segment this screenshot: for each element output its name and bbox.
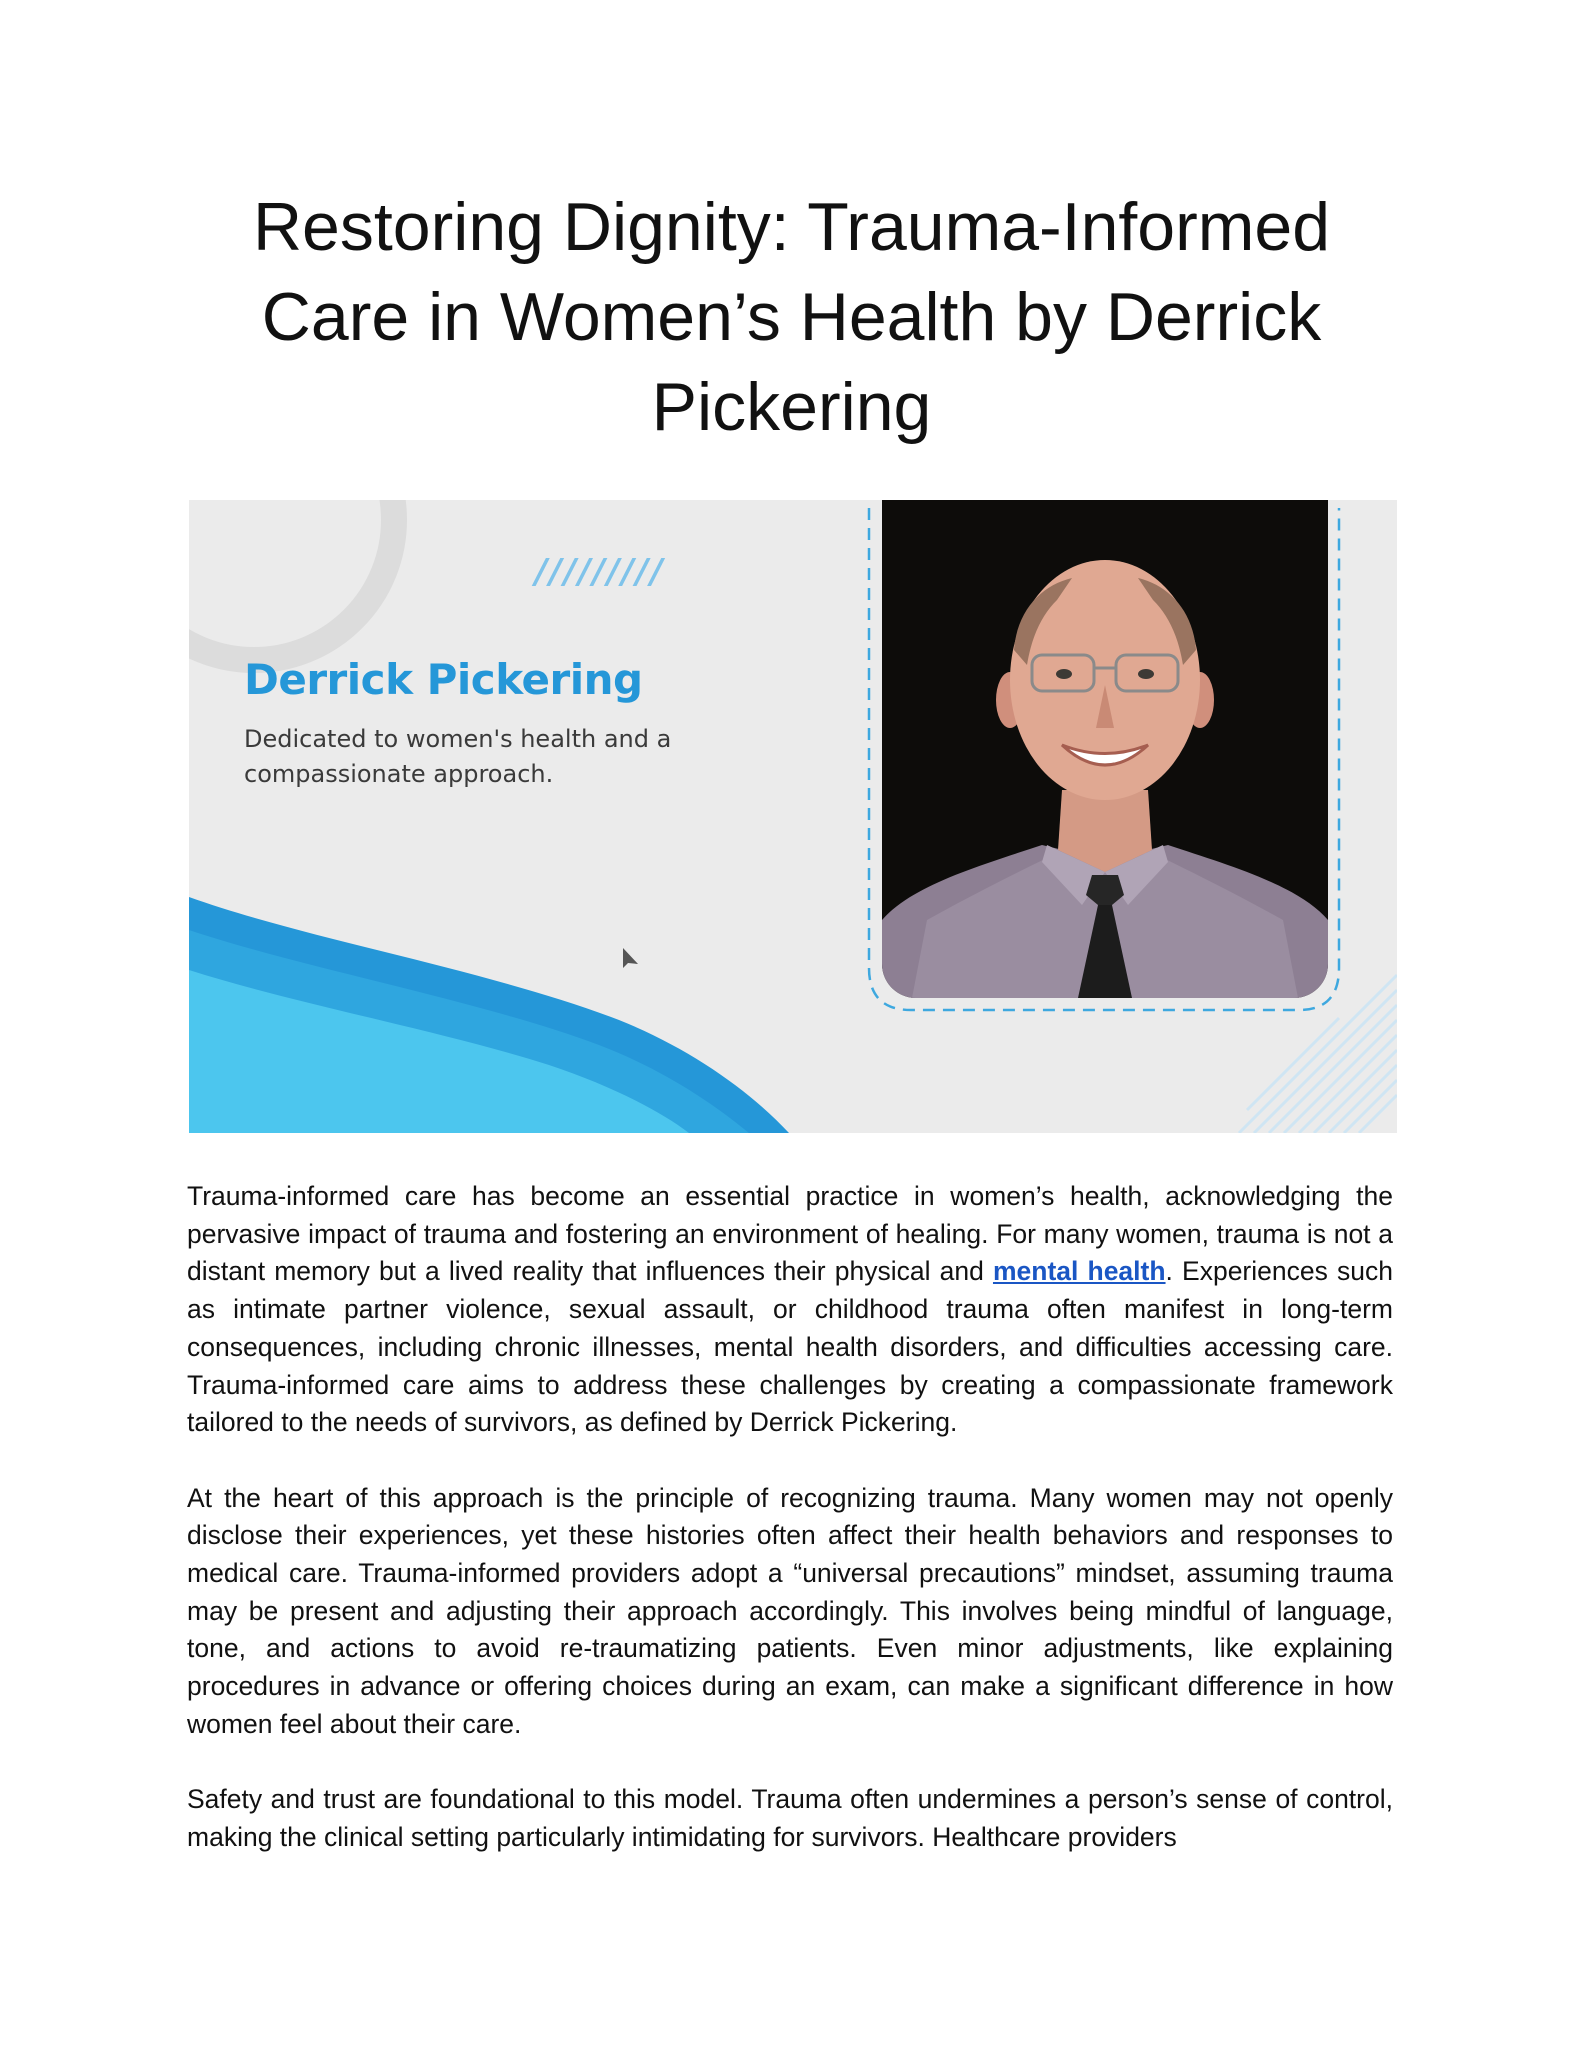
paragraph-1 <box>187 1178 1393 1442</box>
ring-decoration <box>189 500 394 660</box>
page-title: Restoring Dignity: Trauma-Informed Care in Women’s Health by Derrick Pickering <box>252 189 1331 445</box>
article-body <box>187 1178 1393 1894</box>
hash-decoration: ///////// <box>535 552 665 592</box>
paragraph-3: Safety and trust are foundational to this model. Trauma often undermines a person’s sense of control, making the clinical setting particularly intimidating for survivors. Healthcare providers <box>187 1784 1393 1852</box>
stripe-pattern <box>1239 975 1397 1133</box>
paragraph-1-text-a: Trauma-informed care has become an essential practice in women’s health, acknowledging the pervasive impact of trauma and fostering an environment of healing. For many women, trauma is not a distant memory but a lived reality that influences their physical and <box>187 1181 1393 1287</box>
portrait-photo <box>882 500 1328 998</box>
paragraph-2: At the heart of this approach is the principle of recognizing trauma. Many women may not openly disclose their experiences, yet these histories often affect their health behaviors and responses to medical care. Trauma-informed providers adopt a “universal precautions” mindset, assuming trauma may be present and adjusting their approach accordingly. This involves being mindful of language, tone, and actions to avoid re-traumatizing patients. Even minor adjustments, like explaining procedures in advance or offering choices during an exam, can make a significant difference in how women feel about their care. <box>187 1482 1393 1739</box>
banner-name: Derrick Pickering <box>244 655 643 704</box>
mental-health-link[interactable]: mental health <box>992 1256 1166 1287</box>
profile-banner-image <box>189 500 1397 1133</box>
paragraph-1-text-b: . Experiences such as intimate partner violence, sexual assault, or childhood trauma often manifest in long-term consequences, including chronic illnesses, mental health disorders, and difficulties accessing care. Trauma-informed care aims to address these challenges by creating a compassionate framework tailored to the needs of survivors, as defined by Derrick Pickering. <box>187 1256 1393 1438</box>
person-portrait-icon <box>882 500 1328 998</box>
mouse-pointer-icon <box>623 948 638 968</box>
banner-tagline: Dedicated to women's health and a compassionate approach. <box>244 725 672 788</box>
